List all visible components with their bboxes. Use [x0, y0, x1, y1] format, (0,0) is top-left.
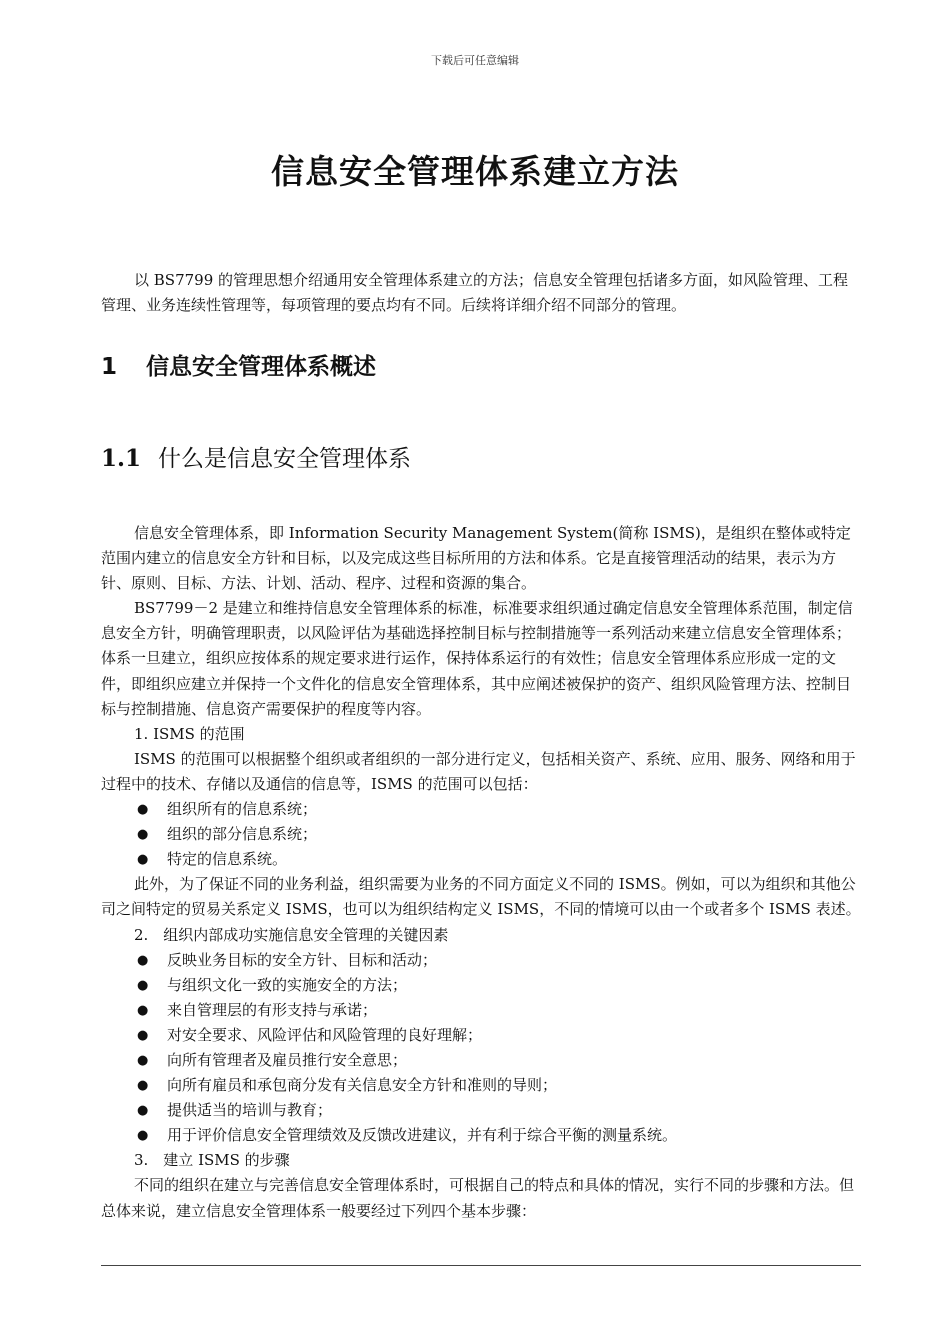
- bullet-icon: ●: [137, 852, 149, 868]
- list-heading-scope: 1. ISMS 的范围: [134, 724, 245, 743]
- bullet-icon: ●: [137, 1052, 149, 1068]
- bullet-icon: ●: [137, 977, 149, 993]
- page-title: 信息安全管理体系建立方法: [271, 152, 679, 191]
- paragraph-bs7799: BS7799－2 是建立和维持信息安全管理体系的标准，标准要求组织通过确定信息安全管理体系范围，制定信息安全方针，明确管理职责，以风险评估为基础选择控制目标与控制措施等一系列活动来建立信息安全管理体系；体系一旦建立，组织应按体系的规定要求进行运作，保持体系运行的有效性；信息安全管理体系应形成一定的文件，即组织应建立并保持一个文件化的信息安全管理体系，其中应阐述被保护的资产、组织风险管理方法、控制目标与控制措施、信息资产需要保护的程度等内容。: [101, 599, 853, 718]
- section-number: 1.1: [101, 445, 142, 472]
- list-item: ● 来自管理层的有形支持与承诺；: [101, 998, 861, 1023]
- bullet-icon: ●: [137, 802, 149, 818]
- header-note: 下载后可任意编辑: [431, 54, 519, 67]
- list-item: ● 组织的部分信息系统；: [101, 822, 861, 847]
- paragraph-isms-definition: 信息安全管理体系，即 Information Security Management System(简称 ISMS)，是组织在整体或特定范围内建立的信息安全方针和目标，以及完成这些目标所用的方法和体系。它是直接管理活动的结果，表示为方针、原则、目标、方法、计划、活动、程序、过程和资源的集合。: [101, 524, 851, 593]
- list-heading-steps: 3. 建立 ISMS 的步骤: [134, 1151, 290, 1170]
- section-heading-1: [101, 348, 376, 381]
- bullet-icon: ●: [137, 1078, 149, 1094]
- list-item: ● 反映业务目标的安全方针、目标和活动；: [101, 948, 861, 973]
- bullet-icon: ●: [137, 1027, 149, 1043]
- list-item: ● 向所有雇员和承包商分发有关信息安全方针和准则的导则；: [101, 1073, 861, 1098]
- list-item: ● 对安全要求、风险评估和风险管理的良好理解；: [101, 1023, 861, 1048]
- section-title: 什么是信息安全管理体系: [158, 446, 411, 472]
- bullet-icon: ●: [137, 827, 149, 843]
- bullet-icon: ●: [137, 1002, 149, 1018]
- list-item: ● 提供适当的培训与教育；: [101, 1098, 861, 1123]
- bullet-icon: ●: [137, 952, 149, 968]
- list-item: ● 用于评价信息安全管理绩效及反馈改进建议，并有利于综合平衡的测量系统。: [101, 1123, 861, 1148]
- intro-paragraph: 以 BS7799 的管理思想介绍通用安全管理体系建立的方法；信息安全管理包括诸多方面，如风险管理、工程管理、业务连续性管理等，每项管理的要点均有不同。后续将详细介绍不同部分的管理。: [101, 271, 849, 314]
- paragraph-scope: ISMS 的范围可以根据整个组织或者组织的一部分进行定义，包括相关资产、系统、应用、服务、网络和用于过程中的技术、存储以及通信的信息等，ISMS 的范围可以包括：: [101, 749, 856, 793]
- list-item: ● 特定的信息系统。: [101, 847, 861, 872]
- bullet-icon: ●: [137, 1103, 149, 1119]
- paragraph-steps: 不同的组织在建立与完善信息安全管理体系时，可根据自己的特点和具体的情况，实行不同的步骤和方法。但总体来说，建立信息安全管理体系一般要经过下列四个基本步骤：: [101, 1176, 855, 1220]
- section-title: 信息安全管理体系概述: [146, 354, 376, 380]
- list-item: ● 组织所有的信息系统；: [101, 797, 861, 822]
- paragraph-multiple-isms: 此外，为了保证不同的业务利益，组织需要为业务的不同方面定义不同的 ISMS。例如，可以为组织和其他公司之间特定的贸易关系定义 ISMS，也可以为组织结构定义 ISMS，不同的情境可以由一个或者多个 ISMS 表述。: [101, 875, 861, 919]
- list-item: ● 与组织文化一致的实施安全的方法；: [101, 973, 861, 998]
- section-number: 1: [101, 354, 118, 380]
- section-heading-1-1: [101, 440, 411, 473]
- bullet-icon: ●: [137, 1128, 149, 1144]
- footer-divider: [101, 1265, 861, 1266]
- list-heading-key-factors: 2. 组织内部成功实施信息安全管理的关键因素: [134, 925, 449, 944]
- list-item: ● 向所有管理者及雇员推行安全意思；: [101, 1048, 861, 1073]
- body-text: [101, 521, 861, 1224]
